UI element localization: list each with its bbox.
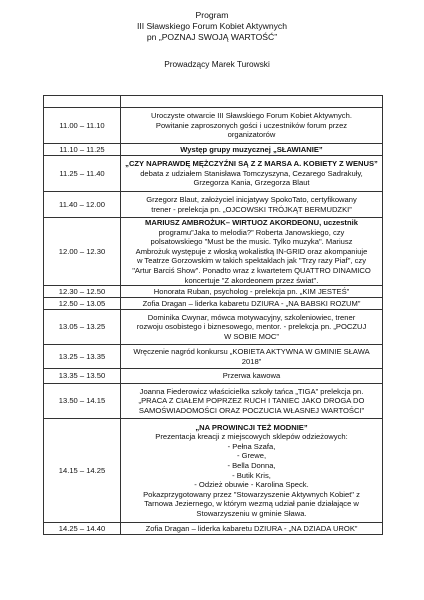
description-line: Wręczenie nagród konkursu „KOBIETA AKTYWNA W GMINIE SŁAWA: [133, 347, 370, 357]
description-line: - Pełna Szafa,: [227, 441, 276, 451]
schedule-row: [44, 108, 383, 144]
schedule-time: 11.25 – 11.40: [44, 156, 121, 192]
schedule-description: [121, 218, 383, 286]
schedule-table: [43, 95, 383, 535]
schedule-time: [44, 96, 121, 108]
description-line: koncertuje "Z akordeonem przez świat".: [184, 275, 319, 285]
schedule-description: [121, 419, 383, 523]
description-line: "Artur Barciś Show". Ponadto wraz z kwartetem QUATTRO DINAMICO: [132, 265, 371, 275]
description-line: - Butik Kris,: [232, 470, 271, 480]
description-line: Grzegorz Blaut, założyciel inicjatywy SpokoTato, certyfikowany: [146, 194, 357, 204]
description-line: - Odzież obuwie - Karolina Speck.: [194, 480, 309, 490]
schedule-row: [44, 286, 383, 298]
schedule-description: [121, 144, 383, 156]
schedule-row: [44, 369, 383, 384]
description-line: „PRACA Z CIAŁEM POPRZEZ RUCH I TANIEC JAKO DROGA DO: [138, 396, 365, 406]
description-line: Grzegorza Kania, Grzegorza Blaut: [193, 178, 310, 188]
description-line: 2018”: [241, 356, 262, 366]
description-line: Powitanie zaproszonych gości i uczestników forum przez: [155, 120, 348, 130]
schedule-time: 13.25 – 13.35: [44, 345, 121, 369]
description-line: Honorata Ruban, psycholog - prelekcja pn. „KIM JESTEŚ”: [153, 286, 350, 296]
schedule-row: [44, 384, 383, 419]
description-line: w Teatrze Gorzowskim w takich spektaklach jak "Trzy razy Piaf", czy: [136, 256, 367, 266]
schedule-time: 14.15 – 14.25: [44, 419, 121, 523]
description-line: W SOBIE MOC”: [224, 331, 279, 341]
description-line: Zofia Dragan – liderka kabaretu DZIURA - „NA DZIADA UROK”: [145, 523, 358, 533]
description-line: Stowarzyszeniu w gminie Sława.: [196, 509, 307, 519]
description-line: rozwoju osobistego i biznesowego, mentor. - prelekcja pn. „POCZUJ: [136, 322, 367, 332]
description-line: „NA PROWINCJI TEŻ MODNIE”: [195, 422, 308, 432]
schedule-description: [121, 310, 383, 345]
host-line: Prowadzący Marek Turowski: [164, 59, 270, 69]
description-line: Pokazprzygotowany przez "Stowarzyszenie Aktywnych Kobiet" z: [143, 489, 360, 499]
schedule-time: 12.00 – 12.30: [44, 218, 121, 286]
schedule-time: 11.10 – 11.25: [44, 144, 121, 156]
description-line: Dominika Cwynar, mówca motywacyjny, szkoleniowiec, trener: [147, 312, 356, 322]
schedule-row: [44, 310, 383, 345]
schedule-description: [121, 345, 383, 369]
schedule-time: 12.50 – 13.05: [44, 298, 121, 310]
schedule-description: [121, 286, 383, 298]
header-line-3: pn „POZNAJ SWOJĄ WARTOŚĆ”: [146, 32, 278, 42]
schedule-row: [44, 144, 383, 156]
schedule-row: [44, 298, 383, 310]
schedule-description: [121, 523, 383, 535]
description-line: MARIUSZ AMBROŻUK– WIRTUOZ AKORDEONU, uczestnik: [145, 218, 358, 227]
schedule-row: [44, 96, 383, 108]
description-line: Prezentacja kreacji z miejscowych sklepów odzieżowych:: [155, 432, 348, 442]
schedule-description: [121, 96, 383, 108]
schedule-description: [121, 298, 383, 310]
program-header: [0, 0, 424, 43]
schedule-description: [121, 369, 383, 384]
description-line: „CZY NAPRAWDĘ MĘŻCZYŹNI SĄ Z Z MARSA A. KOBIETY Z WENUS”: [125, 159, 378, 169]
schedule-row: [44, 419, 383, 523]
description-line: Przerwa kawowa: [222, 371, 281, 381]
description-line: organizatorów: [227, 130, 276, 140]
header-line-2: III Sławskiego Forum Kobiet Aktywnych: [137, 21, 287, 31]
schedule-time: 11.00 – 11.10: [44, 108, 121, 144]
description-line: debata z udziałem Stanisława Tomczyszyna, Cezarego Sadrakuły,: [140, 168, 363, 178]
schedule-time: 13.05 – 13.25: [44, 310, 121, 345]
description-line: polsatowskiego "Must be the music. Tylko muzyka". Mariusz: [150, 237, 353, 247]
schedule-row: [44, 345, 383, 369]
description-line: Zofia Dragan – liderka kabaretu DZIURA - „NA BABSKI ROZUM”: [142, 298, 361, 308]
description-line: Ambrożuk występuje z włoską wokalistką IN-GRID oraz akompaniuje: [135, 246, 368, 256]
schedule-time: 13.35 – 13.50: [44, 369, 121, 384]
schedule-description: [121, 384, 383, 419]
schedule-time: 11.40 – 12.00: [44, 192, 121, 218]
description-line: SAMOŚWIADOMOŚCI ORAZ POCZUCIA WŁASNEJ WARTOŚCI”: [138, 405, 365, 415]
schedule-row: [44, 192, 383, 218]
schedule-description: [121, 108, 383, 144]
description-line: Występ grupy muzycznej „SŁAWIANIE”: [180, 144, 323, 154]
schedule-row: [44, 218, 383, 286]
schedule-description: [121, 192, 383, 218]
schedule-row: [44, 523, 383, 535]
description-line: Joanna Fiederowicz właścicielka szkoły tańca „TIGA” prelekcja pn.: [139, 386, 364, 396]
description-line: trener - prelekcja pn. „OJCOWSKI TRÓJKĄT BERMUDZKI”: [151, 204, 352, 214]
description-line: Uroczyste otwarcie III Sławskiego Forum Kobiet Aktywnych.: [151, 111, 352, 121]
description-line: - Grewe,: [236, 451, 267, 461]
header-line-1: Program: [195, 10, 229, 20]
description-line: Tarnowa Jeziernego, w którym wezmą udział panie działające w: [144, 499, 359, 509]
schedule-description: [121, 156, 383, 192]
schedule-time: 13.50 – 14.15: [44, 384, 121, 419]
description-line: - Bella Donna,: [227, 461, 276, 471]
schedule-row: [44, 156, 383, 192]
schedule-time: 12.30 – 12.50: [44, 286, 121, 298]
description-line: programu”Jaka to melodia?” Roberta Janowskiego, czy: [158, 227, 345, 237]
schedule-time: 14.25 – 14.40: [44, 523, 121, 535]
